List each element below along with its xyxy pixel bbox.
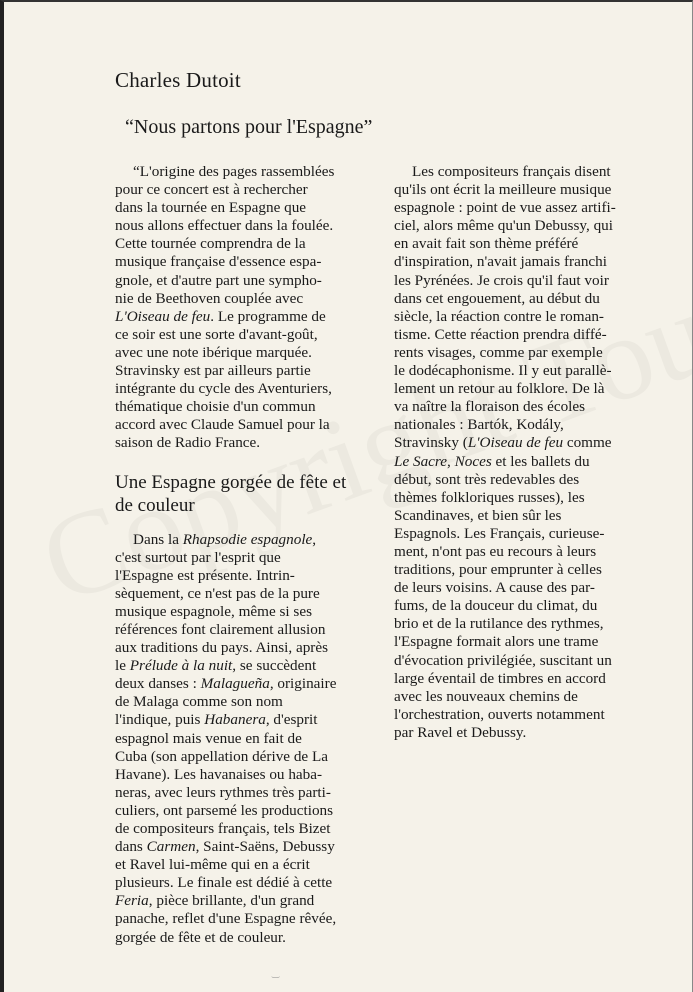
text-line: intégrante du cycle des Aventuriers, (115, 380, 332, 398)
text-line: ce soir est une sorte d'avant-goût, (115, 325, 318, 343)
left-column (115, 163, 377, 947)
text-line: L'Oiseau de feu. Le programme de (115, 307, 326, 325)
text-line: culiers, ont parsemé les productions (115, 801, 334, 819)
text-line: d'évocation privilégiée, suscitant un (394, 651, 612, 669)
heading-line: de couleur (115, 494, 195, 516)
text-line: dans cet engouement, au début du (394, 289, 600, 307)
text-line: avec une note ibérique marquée. (115, 343, 312, 361)
text-line: rents visages, comme par exemple (394, 343, 603, 361)
text-line: Stravinsky (L'Oiseau de feu comme (394, 434, 612, 452)
text-line: fums, de la douceur du climat, du (394, 597, 598, 615)
ink-mark: ‿ (272, 968, 280, 978)
text-line: va naître la floraison des écoles (394, 398, 586, 416)
text-line: en avait fait son thème préféré (394, 235, 579, 253)
text-line: ment, n'ont pas eu recours à leurs (394, 542, 597, 560)
text-line: tisme. Cette réaction prendra diffé- (394, 325, 607, 343)
text-line: Le Sacre, Noces et les ballets du (394, 452, 590, 470)
text-line: et Ravel lui-même qui en a écrit (115, 856, 310, 874)
text-line: gorgée de fête et de couleur. (115, 928, 286, 946)
text-line: pour ce concert est à rechercher (115, 181, 308, 199)
text-line: large éventail de timbres en accord (394, 669, 606, 687)
text-line: deux danses : Malagueña, originaire (115, 675, 337, 693)
section-heading (115, 471, 377, 517)
text-line: le Prélude à la nuit, se succèdent (115, 657, 317, 675)
article-title: “Nous partons pour l'Espagne” (125, 116, 373, 138)
text-line: l'indique, puis Habanera, d'esprit (115, 711, 318, 729)
text-line: nationales : Bartók, Kodály, (394, 416, 564, 434)
text-line: panache, reflet d'une Espagne rêvée, (115, 910, 337, 928)
text-line: Feria, pièce brillante, d'un grand (115, 892, 315, 910)
text-line: nous allons effectuer dans la foulée. (115, 217, 334, 235)
text-line: avec les nouveaux chemins de (394, 687, 578, 705)
text-line: de Malaga comme son nom (115, 693, 283, 711)
text-line: accord avec Claude Samuel pour la (115, 416, 330, 434)
text-line: Havane). Les havanaises ou haba- (115, 765, 323, 783)
text-line: Les compositeurs français disent (412, 163, 611, 180)
text-line: Espagnols. Les Français, curieuse- (394, 524, 605, 542)
text-line: l'Espagne formait alors une trame (394, 633, 599, 651)
text-line: d'inspiration, n'avait jamais franchi (394, 253, 607, 271)
text-line: Dans la Rhapsodie espagnole, (133, 530, 317, 548)
text-line: thèmes folkloriques russes), les (394, 488, 585, 506)
text-line: nie de Beethoven couplée avec (115, 289, 304, 307)
text-line: lement un retour au folklore. De là (394, 380, 605, 398)
body-paragraph (394, 163, 656, 742)
text-line: espagnol mais venue en fait de (115, 729, 302, 747)
text-line: c'est surtout par l'esprit que (115, 548, 281, 566)
text-line: “L'origine des pages rassemblées (133, 163, 335, 180)
author-name: Charles Dutoit (115, 68, 241, 92)
text-line: de leurs voisins. A cause des par- (394, 579, 595, 597)
text-line: espagnole : point de vue assez artifi- (394, 199, 616, 217)
text-line: Cette tournée comprendra de la (115, 235, 306, 253)
text-line: gnole, et d'autre part une sympho- (115, 271, 322, 289)
text-line: dans la tournée en Espagne que (115, 199, 307, 217)
text-line: ciel, alors même qu'un Debussy, qui (394, 217, 613, 235)
text-line: aux traditions du pays. Ainsi, après (115, 639, 329, 657)
text-line: les Pyrénées. Je crois qu'il faut voir (394, 271, 609, 289)
text-line: qu'ils ont écrit la meilleure musique (394, 181, 612, 199)
heading-line: Une Espagne gorgée de fête et (115, 471, 347, 493)
text-line: Stravinsky est par ailleurs partie (115, 362, 311, 380)
text-line: l'Espagne est présente. Intrin- (115, 566, 295, 584)
text-line: dans Carmen, Saint-Saëns, Debussy (115, 838, 335, 856)
text-line: traditions, pour emprunter à celles (394, 561, 602, 579)
text-line: le dodécaphonisme. Il y eut parallè- (394, 362, 612, 380)
text-line: sèquement, ce n'est pas de la pure (115, 584, 320, 602)
body-paragraph (115, 531, 377, 947)
text-line: musique française d'essence espa- (115, 253, 322, 271)
intro-paragraph (115, 163, 377, 453)
text-line: brio et de la rutilance des rythmes, (394, 615, 604, 633)
text-line: thématique choisie d'un commun (115, 398, 316, 416)
text-line: l'orchestration, ouverts notamment (394, 705, 605, 723)
text-line: de compositeurs français, tels Bizet (115, 820, 331, 837)
text-line: musique espagnole, même si ses (115, 602, 312, 620)
text-line: Scandinaves, et bien sûr les (394, 506, 562, 524)
text-line: siècle, la réaction contre le roman- (394, 307, 604, 325)
text-line: par Ravel et Debussy. (394, 723, 527, 741)
text-line: début, sont très redevables des (394, 470, 580, 488)
text-line: neras, avec leurs rythmes très parti- (115, 783, 331, 801)
text-line: saison de Radio France. (115, 434, 261, 452)
text-line: Cuba (son appellation dérive de La (115, 747, 328, 765)
right-column (394, 163, 656, 742)
text-line: plusieurs. Le finale est dédié à cette (115, 874, 333, 892)
text-line: références font clairement allusion (115, 620, 326, 638)
